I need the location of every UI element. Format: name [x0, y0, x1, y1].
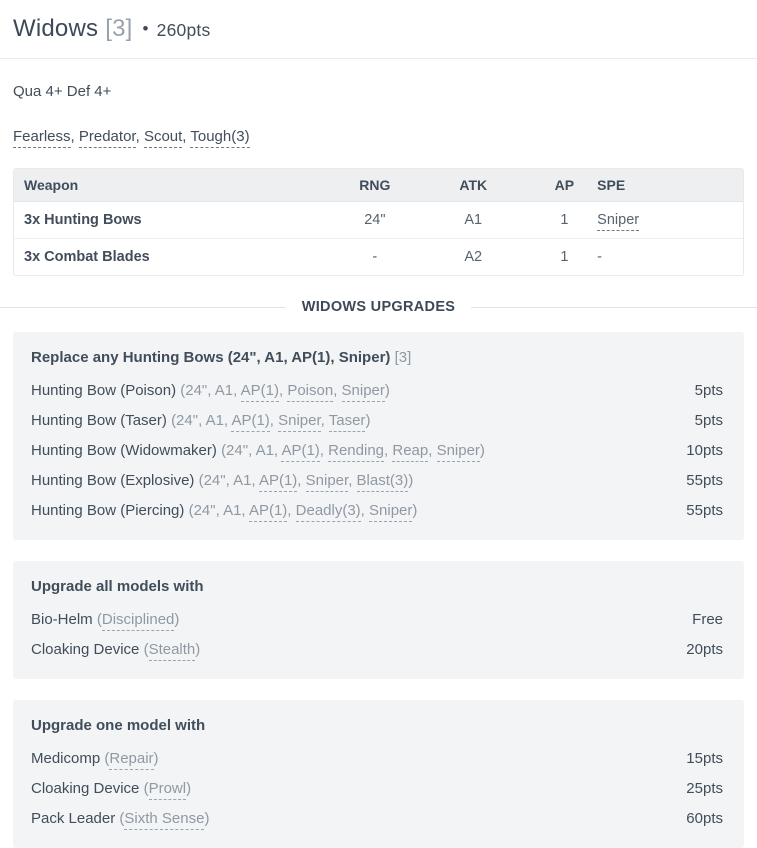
special-rule-link[interactable]: AP(1) — [249, 502, 287, 522]
text-run: , — [320, 411, 329, 429]
text-run: , — [278, 381, 288, 399]
upgrade-option-row — [31, 405, 723, 435]
special-rule-link[interactable]: Disciplined — [102, 611, 175, 631]
weapon-special — [597, 202, 743, 239]
upgrade-option-cost: 5pts — [694, 411, 723, 429]
special-rule-link[interactable]: Prowl — [149, 780, 187, 800]
col-rng: RNG — [335, 169, 415, 202]
upgrade-option-row — [31, 803, 723, 833]
text-run: ( — [104, 749, 110, 767]
weapons-tbody — [14, 202, 743, 276]
upgrade-option-cost: 25pts — [686, 779, 723, 797]
text-run: Hunting Bow (Explosive) — [31, 471, 199, 489]
text-run: [3] — [390, 349, 412, 366]
upgrade-option-row — [31, 743, 723, 773]
text-run: , — [428, 441, 437, 459]
quality-defense-line: Qua 4+ Def 4+ — [13, 83, 112, 100]
special-rule-link[interactable]: AP(1) — [231, 412, 269, 432]
upgrade-option-row — [31, 773, 723, 803]
upgrade-option-cost: 5pts — [694, 381, 723, 399]
text-run: , — [70, 128, 79, 145]
text-run: , — [297, 471, 306, 489]
upgrade-option-label — [31, 608, 179, 631]
special-rule-link[interactable]: Reap — [392, 442, 428, 462]
text-run: (24", A1, — [221, 441, 282, 459]
unit-header — [0, 0, 757, 59]
weapon-stat-atk: A2 — [415, 239, 532, 276]
upgrade-option-label — [31, 469, 413, 492]
special-rule-link[interactable]: AP(1) — [281, 442, 319, 462]
upgrades-heading: WIDOWS UPGRADES — [301, 299, 456, 315]
divider-line-left — [0, 307, 286, 308]
col-atk: ATK — [415, 169, 532, 202]
text-run: , — [319, 441, 329, 459]
upgrade-section-title — [31, 575, 723, 598]
upgrade-option-label — [31, 379, 390, 402]
unit-title-line — [13, 14, 743, 45]
special-rule-link[interactable]: AP(1) — [259, 472, 297, 492]
special-rule-link[interactable]: Sniper — [597, 212, 639, 231]
text-run: (24", A1, — [188, 501, 249, 519]
unit-points: 260pts — [156, 20, 211, 40]
upgrade-section-title — [31, 346, 723, 369]
text-run: Medicomp — [31, 749, 105, 767]
special-rule-link[interactable]: AP(1) — [241, 382, 279, 402]
text-run: Replace any Hunting Bows (24", A1, AP(1), Sniper) — [31, 349, 391, 366]
text-run: Upgrade all models with — [31, 578, 204, 595]
unit-model-count: [3] — [105, 15, 133, 42]
upgrade-section-title — [31, 714, 723, 737]
weapon-row — [14, 202, 743, 239]
special-rule-link[interactable]: Scout — [144, 128, 182, 148]
col-weapon: Weapon — [14, 169, 335, 202]
text-run: - — [597, 249, 603, 265]
text-run: , — [348, 471, 357, 489]
special-rule-link[interactable]: Sixth Sense — [124, 810, 204, 830]
upgrade-option-cost: Free — [692, 610, 723, 628]
text-run: , — [269, 411, 279, 429]
upgrade-option-label — [31, 499, 417, 522]
weapon-row — [14, 239, 743, 276]
upgrade-option-label — [31, 409, 370, 432]
upgrade-option-cost: 20pts — [686, 640, 723, 658]
text-run: Bio-Helm — [31, 610, 97, 628]
text-run: ) — [186, 779, 192, 797]
special-rule-link[interactable]: Taser — [329, 412, 366, 432]
text-run: ) — [384, 381, 390, 399]
text-run: ) — [153, 749, 159, 767]
separator-dot-icon: • — [142, 19, 149, 38]
weapon-stat-rng: - — [335, 239, 415, 276]
text-run: , — [384, 441, 393, 459]
text-run: Pack Leader — [31, 809, 120, 827]
upgrade-section — [13, 332, 744, 540]
upgrade-option-label — [31, 439, 485, 462]
text-run: Hunting Bow (Widowmaker) — [31, 441, 222, 459]
text-run: ) — [195, 640, 201, 658]
text-run: ) — [365, 411, 371, 429]
upgrade-section — [13, 700, 744, 848]
col-spe: SPE — [597, 169, 743, 202]
upgrade-option-label — [31, 777, 191, 800]
upgrade-option-row — [31, 375, 723, 405]
text-run: , — [182, 128, 191, 145]
divider-line-right — [471, 307, 757, 308]
special-rule-link[interactable]: Blast(3) — [357, 472, 409, 492]
special-rule-link[interactable]: Fearless — [13, 128, 71, 148]
special-rule-link[interactable]: Deadly(3) — [296, 502, 361, 522]
weapons-header-row — [14, 169, 743, 202]
text-run: Upgrade one model with — [31, 717, 206, 734]
weapon-name: 3x Hunting Bows — [14, 202, 335, 239]
weapon-stat-rng: 24" — [335, 202, 415, 239]
special-rule-link[interactable]: Sniper — [437, 442, 480, 462]
text-run: Hunting Bow (Piercing) — [31, 501, 189, 519]
special-rule-link[interactable]: Sniper — [369, 502, 412, 522]
text-run: ) — [204, 809, 210, 827]
text-run: Cloaking Device — [31, 779, 144, 797]
text-run: , — [360, 501, 370, 519]
upgrade-option-cost: 10pts — [686, 441, 723, 459]
text-run: (24", A1, — [180, 381, 241, 399]
special-rule-link[interactable]: Sniper — [342, 382, 385, 402]
weapon-name: 3x Combat Blades — [14, 239, 335, 276]
text-run: ( — [143, 779, 149, 797]
upgrade-option-label — [31, 638, 200, 661]
text-run: ) — [408, 471, 414, 489]
special-rule-link[interactable]: Sniper — [278, 412, 321, 432]
upgrade-option-cost: 15pts — [686, 749, 723, 767]
text-run: , — [287, 501, 296, 519]
text-run: ) — [412, 501, 418, 519]
text-run: (24", A1, — [198, 471, 259, 489]
upgrade-option-row — [31, 634, 723, 664]
text-run: ( — [96, 610, 102, 628]
text-run: Hunting Bow (Taser) — [31, 411, 172, 429]
special-rule-link[interactable]: Rending — [328, 442, 384, 462]
upgrade-section — [13, 561, 744, 679]
unit-name: Widows — [13, 15, 99, 42]
weapon-stat-ap: 1 — [532, 202, 598, 239]
upgrade-option-row — [31, 495, 723, 525]
upgrade-option-label — [31, 807, 209, 830]
upgrade-option-cost: 55pts — [686, 471, 723, 489]
col-ap: AP — [532, 169, 598, 202]
upgrades-divider — [0, 299, 757, 315]
special-rule-link[interactable]: Sniper — [306, 472, 349, 492]
special-rule-link[interactable]: Tough(3) — [190, 128, 249, 148]
text-run: Hunting Bow (Poison) — [31, 381, 181, 399]
special-rule-link[interactable]: Stealth — [149, 641, 196, 661]
weapon-special — [597, 239, 743, 276]
upgrade-option-row — [31, 435, 723, 465]
text-run: , — [135, 128, 144, 145]
upgrade-sections — [0, 332, 757, 848]
text-run: ( — [119, 809, 125, 827]
weapons-table — [13, 168, 744, 276]
upgrade-option-row — [31, 604, 723, 634]
text-run: ) — [479, 441, 485, 459]
upgrade-option-cost: 55pts — [686, 501, 723, 519]
upgrade-option-label — [31, 747, 159, 770]
special-rules — [13, 126, 743, 148]
special-rule-link[interactable]: Predator — [79, 128, 136, 148]
text-run: ( — [143, 640, 149, 658]
text-run: ) — [174, 610, 180, 628]
upgrade-option-cost: 60pts — [686, 809, 723, 827]
special-rule-link[interactable]: Poison — [287, 382, 333, 402]
special-rule-link[interactable]: Repair — [109, 750, 153, 770]
weapon-stat-ap: 1 — [532, 239, 598, 276]
text-run: (24", A1, — [171, 411, 232, 429]
upgrade-option-row — [31, 465, 723, 495]
text-run: , — [333, 381, 342, 399]
text-run: Cloaking Device — [31, 640, 144, 658]
weapon-stat-atk: A1 — [415, 202, 532, 239]
